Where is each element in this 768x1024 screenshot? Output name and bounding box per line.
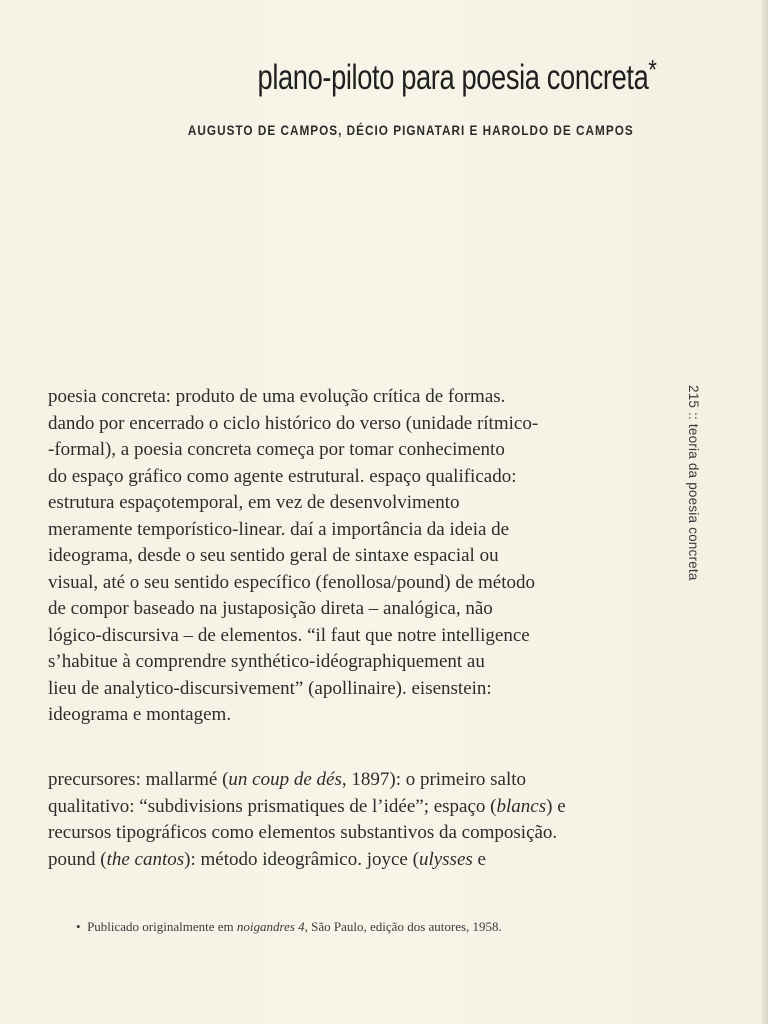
italic-term: blancs: [496, 795, 547, 817]
text-line: [48, 794, 668, 821]
italic-title: the cantos: [106, 848, 185, 870]
text-line: ideograma, desde o seu sentido geral de sintaxe espacial ou: [48, 545, 499, 566]
text-line: [48, 847, 668, 874]
title-footnote-mark: *: [647, 54, 656, 85]
text-line: de compor baseado na justaposição direta – analógica, não: [48, 598, 493, 619]
footnote-italic: noigandres 4: [236, 919, 305, 934]
footnote-text: Publicado originalmente em: [87, 919, 237, 934]
paragraph-2: [48, 767, 668, 873]
footnote-bullet: •: [76, 919, 81, 934]
authors-line: AUGUSTO DE CAMPOS, DÉCIO PIGNATARI E HAROLDO DE CAMPOS: [188, 122, 634, 138]
text-run: pound (: [48, 848, 107, 870]
italic-title: un coup de dés: [228, 769, 342, 790]
text-line: lieu de analytico-discursivement” (apollinaire). eisenstein:: [48, 677, 492, 699]
text-run: ) e: [546, 795, 566, 817]
text-run: ): método ideogrâmico. joyce (: [184, 848, 419, 870]
text-line: recursos tipográficos como elementos substantivos da composição.: [48, 822, 558, 843]
footnote: [76, 919, 502, 935]
text-line: poesia concreta: produto de uma evolução crítica de formas.: [48, 386, 506, 407]
page-title: [257, 54, 656, 98]
page-edge: [762, 0, 768, 1024]
footnote-text: , São Paulo, edição dos autores, 1958.: [304, 919, 502, 934]
italic-title: ulysses: [418, 848, 473, 870]
paragraph-1: [48, 384, 648, 729]
text-run: qualitativo: “subdivisions prismatiques de l’idée”; espaço (: [48, 795, 497, 817]
text-line: lógico-discursiva – de elementos. “il faut que notre intelligence: [48, 624, 530, 646]
text-line: visual, até o seu sentido específico (fenollosa/pound) de método: [48, 571, 536, 593]
text-run: e: [472, 848, 486, 870]
text-run: precursores: mallarmé (: [48, 769, 229, 790]
title-text: plano-piloto para poesia concreta: [257, 58, 648, 97]
text-line: s’habitue à comprendre synthético-idéographiquement au: [48, 651, 485, 672]
text-line: ideograma e montagem.: [48, 704, 232, 725]
text-line: -formal), a poesia concreta começa por tomar conhecimento: [48, 439, 505, 460]
running-head: 215 :: teoria da poesia concreta: [686, 385, 701, 581]
text-run: , 1897): o primeiro salto: [341, 769, 527, 790]
text-line: estrutura espaçotemporal, em vez de desenvolvimento: [48, 492, 460, 513]
text-line: meramente temporístico-linear. daí a importância da ideia de: [48, 518, 510, 540]
text-line: [48, 767, 668, 794]
text-line: do espaço gráfico como agente estrutural. espaço qualificado:: [48, 465, 517, 487]
text-line: dando por encerrado o ciclo histórico do verso (unidade rítmico-: [48, 412, 539, 434]
